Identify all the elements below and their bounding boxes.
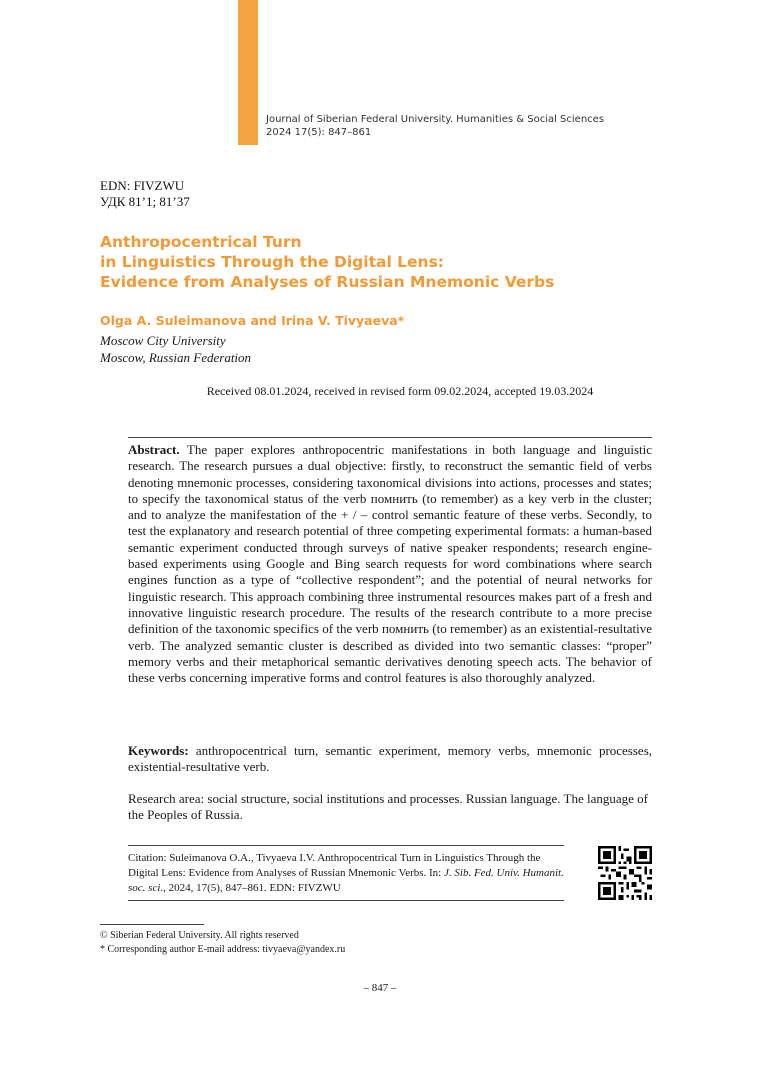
received-dates: Received 08.01.2024, received in revised form 09.02.2024, accepted 19.03.2024 (206, 384, 594, 398)
citation-divider-bottom (128, 900, 564, 901)
journal-issue: 2024 17(5): 847–861 (266, 127, 372, 138)
footnotes (100, 929, 345, 957)
affiliation-location: Moscow, Russian Federation (100, 350, 252, 365)
article-meta (100, 178, 190, 210)
abstract-label: Abstract. (128, 442, 180, 457)
article-title (100, 232, 660, 292)
qr-code-icon[interactable] (598, 846, 652, 900)
title-line: Anthropocentrical Turn (100, 233, 302, 251)
abstract-text: The paper explores anthropocentric manifestations in both language and linguistic research. The research pursues a dual objective: firstly, to reconstruct the semantic field of verbs denoting mnemonic processes, considering taxonomical divisions into actions, processes and states; to specify the taxonomical status of the verb помнить (to remember) as a key verb in the cluster; and to analyze the manifestation of the + / – control semantic feature of these verbs. Secondly, to test the explanatory and research potential of three competing experimental formats: a human-based semantic experiment conducted through surveys of native speaker respondents; research engine-based experiments using Google and Bing search requests for word combinations where search engines function as a type of “collective respondent”; and the potential of neural networks for linguistic research. This approach combining three instrumental resources makes part of a fresh and innovative linguistic research procedure. The results of the research contribute to a more precise definition of the taxonomic specifics of the verb помнить (to remember) as an existential-resultative verb. The analyzed semantic cluster is described as divided into two semantic classes: “proper” memory verbs and their metaphorical semantic derivatives denoting speech acts. The behavior of these verbs concerning imperative forms and control features is also thoroughly analyzed. (128, 442, 652, 686)
journal-accent-bar (238, 0, 258, 145)
citation-divider-top (128, 845, 564, 846)
abstract (128, 442, 652, 686)
edn-code: EDN: FIVZWU (100, 178, 185, 193)
page-number: – 847 – (363, 982, 397, 994)
keywords (128, 743, 652, 776)
abstract-divider (128, 437, 652, 438)
footnote-divider (100, 924, 204, 925)
keywords-text: anthropocentrical turn, semantic experiment, memory verbs, mnemonic processes, existential-resultative verb. (128, 743, 653, 775)
citation-suffix: ., 2024, 17(5), 847–861. EDN: FIVZWU (160, 882, 341, 894)
title-line: Evidence from Analyses of Russian Mnemonic Verbs (100, 273, 555, 291)
citation (128, 851, 568, 896)
affiliation (100, 332, 251, 366)
research-area: Research area: social structure, social institutions and processes. Russian language. The language of the Peoples of Russia. (128, 791, 648, 823)
keywords-label: Keywords: (128, 743, 189, 758)
corresponding-author-note: * Corresponding author E-mail address: tivyaeva@yandex.ru (100, 944, 346, 955)
title-line: in Linguistics Through the Digital Lens: (100, 253, 444, 271)
citation-prefix: Citation: Suleimanova O.A., Tivyaeva I.V. Anthropocentrical Turn in Linguistics Through the Digital Lens: Evidence from Analyses of Russian Mnemonic Verbs. In: (128, 852, 541, 879)
journal-header (266, 113, 604, 139)
copyright-note: © Siberian Federal University. All rights reserved (100, 930, 299, 941)
journal-name: Journal of Siberian Federal University. Humanities & Social Sciences (266, 114, 605, 125)
affiliation-university: Moscow City University (100, 333, 226, 348)
udk-code: УДК 81’1; 81’37 (100, 194, 190, 209)
authors: Olga A. Suleimanova and Irina V. Tivyaeva* (100, 313, 405, 328)
citation-journal: J. Sib. Fed. Univ. Humanit. soc. sci (128, 867, 564, 894)
